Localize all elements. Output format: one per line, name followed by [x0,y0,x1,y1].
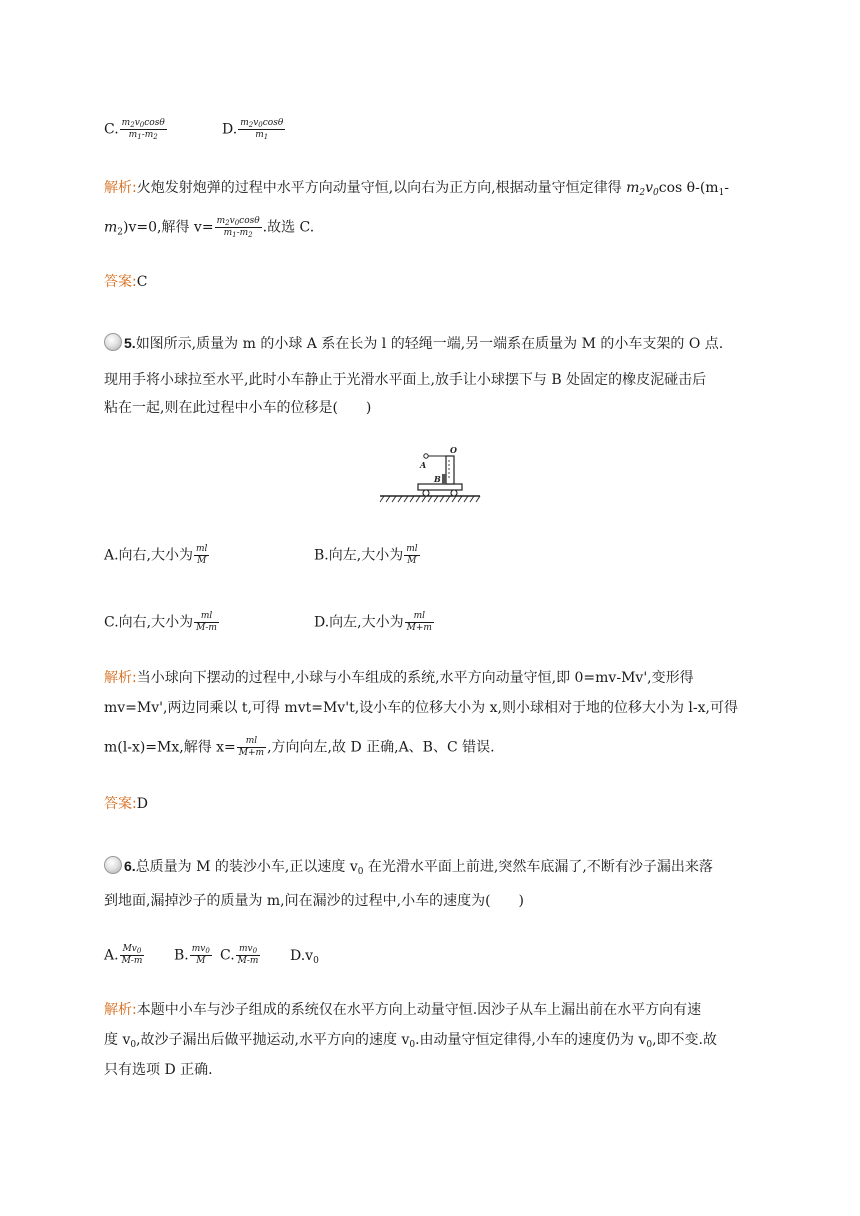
q5-option-c: C.向右,大小为 $\frac{ml}{M-m}$ [104,611,217,633]
q4-analysis-line-1: 解析:火炮发射炮弹的过程中水平方向动量守恒,以向右为正方向,根据动量守恒定律得 $m_2v_0\cos$ $\theta-(m_1-$ [104,180,730,198]
q5-analysis-line-3: m(l-x)=Mx,解得 x= $\frac{ml}{M+m}$ ,方向向左,故 D 正确,A、B、C 错误. [104,736,495,758]
question-marker-icon [104,333,122,351]
q5-option-d: D.向左,大小为 $\frac{ml}{M+m}$ [314,611,432,633]
q4-option-c-fraction: $\frac{m_2v_0\cos\theta}{m_1-m_2}$ [121,118,165,141]
q6-option-c: C. $\frac{mv_0}{M-m}$ [220,944,259,966]
answer-label: 答案: [104,796,137,812]
q6-stem-line-1: 6.总质量为 M 的装沙小车,正以速度 $v_0$ 在光滑水平面上前进,突然车底漏了,不断有沙子漏出来落 [104,856,756,877]
q5-analysis-line-2: mv=Mv',两边同乘以 t,可得 mvt=Mv't,设小车的位移大小为 x,则小球相对于地的位移大小为 l-x,可得 [104,700,738,716]
q5-stem-line-1: 5.如图所示,质量为 m 的小球 A 系在长为 l 的轻绳一端,另一端系在质量为 M 的小车支架的 O 点. [104,333,756,354]
figure-label-a: A [420,460,427,470]
analysis-label: 解析: [104,1002,137,1018]
question-marker-icon [104,856,122,874]
q6-option-d: $D.v_0$ [290,948,319,966]
q6-analysis-line-1: 解析:本题中小车与沙子组成的系统仅在水平方向上动量守恒.因沙子从车上漏出前在水平方向有速 [104,1002,702,1018]
cart-pendulum-figure [376,444,486,512]
q6-analysis-line-2: 度 $v_0$,故沙子漏出后做平抛运动,水平方向的速度 $v_0$.由动量守恒定律得,小车的速度仍为 $v_0$,即不变.故 [104,1032,717,1050]
figure-label-b: B [434,474,441,484]
q4-option-c: C. $\frac{m_2v_0\cos\theta}{m_1-m_2}$ [104,118,165,141]
q6-analysis-line-3: 只有选项 D 正确. [104,1062,213,1078]
q4-option-d: D. $\frac{m_2v_0\cos\theta}{m_1}$ [222,118,284,141]
q5-stem-line-2: 现用手将小球拉至水平,此时小车静止于光滑水平面上,放手让小球摆下与 B 处固定的橡皮泥碰击后 [104,372,707,388]
q6-option-a: A. $\frac{Mv_0}{M-m}$ [104,944,143,966]
q6-stem-line-2: 到地面,漏掉沙子的质量为 m,问在漏沙的过程中,小车的速度为( ) [104,893,524,909]
q4-option-d-fraction: $\frac{m_2v_0\cos\theta}{m_1}$ [240,118,284,141]
q5-answer: 答案:D [104,796,148,812]
q4-answer: 答案:C [104,274,148,290]
q5-analysis-line-1: 解析:当小球向下摆动的过程中,小球与小车组成的系统,水平方向动量守恒,即 0=mv-Mv',变形得 [104,670,694,686]
cart-pendulum-diagram [376,444,486,508]
q4-analysis-fraction: $\frac{m_2v_0\cos\theta}{m_1-m_2}$ [216,216,260,239]
q5-stem-line-3: 粘在一起,则在此过程中小车的位移是( ) [104,400,372,416]
analysis-label: 解析: [104,180,137,196]
q6-option-b: B. $\frac{mv_0}{M}$ [174,944,210,966]
q4-analysis-line-2: $m_2)v=0$,解得 v= $\frac{m_2v_0\cos\theta}{m_1-m_2}$ .故选 C. [104,216,315,239]
analysis-label: 解析: [104,670,137,686]
q5-option-b: B.向左,大小为 $\frac{ml}{M}$ [314,544,418,566]
answer-label: 答案: [104,274,137,290]
q5-option-a: A.向右,大小为 $\frac{ml}{M}$ [104,544,208,566]
figure-label-o: O [450,445,457,455]
